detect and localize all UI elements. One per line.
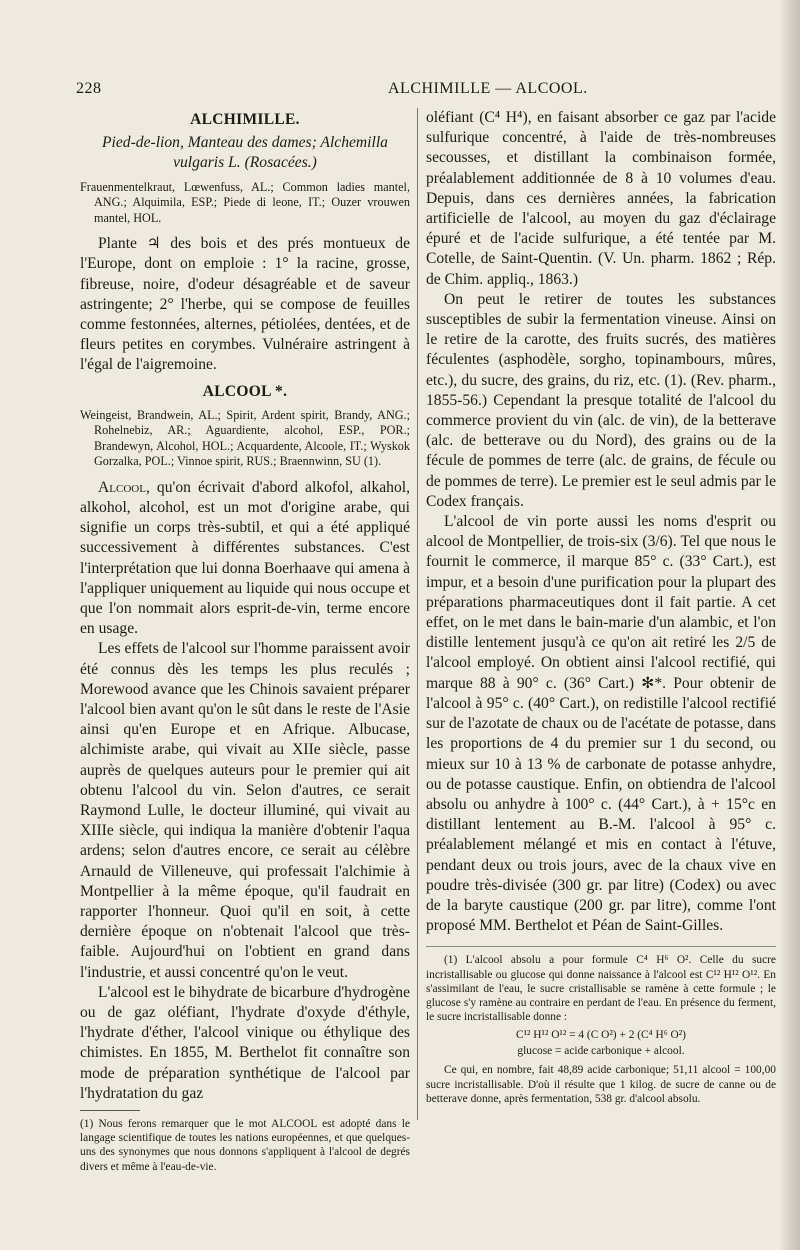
paragraph-alcool-3: L'alcool est le bihydrate de bicarbure d'hydrogène ou de gaz oléfiant, l'hydrate d'oxyde d'éthyle, l'hydrate d'éther, l'alcool vinique ou éthylique des chimistes. En 1855, M. Berthelot fit connaître son mode de préparation synthétique de l'alcool par l'hydratation du gaz bbox=[80, 983, 410, 1102]
footnote-rule-left bbox=[80, 1110, 140, 1111]
footnote-right bbox=[426, 946, 776, 1106]
synonyms-alcool: Weingeist, Brandwein, AL.; Spirit, Ardent spirit, Brandy, ANG.; Rohelnebiz, AR.; Aguardiente, alcohol, ESP., POR.; Brandewyn, Alcohol, HOL.; Acquardente, Alcoole, IT.; Wyskok Gorzalka, POL.; Vinnoe spirit, RUS.; Braennwinn, SU (1). bbox=[80, 407, 410, 469]
headword-alcool: ALCOOL *. bbox=[202, 382, 288, 400]
common-names-line2: vulgaris L. (Rosacées.) bbox=[173, 154, 317, 172]
page-number: 228 bbox=[76, 80, 102, 97]
right-column bbox=[426, 108, 776, 1106]
description-alchimille: Plante ♃ des bois et des prés montueux de l'Europe, dont on emploie : 1° la racine, grosse, fibreuse, noire, d'odeur désagréable et de saveur astringente; 2° l'herbe, qui se compose de feuilles comme festonnées, alternes, pétiolées, dentées, et de fleurs petites en corymbes. Vulnéraire astringent à l'égal de l'aigremoine. bbox=[80, 235, 410, 374]
paragraph-right-3: L'alcool de vin porte aussi les noms d'esprit ou alcool de Montpellier, de trois-six (3/6). Tel que nous le fournit le commerce, il marque 85° c. (33° Cart.), est impur, et a besoin d'une purification pour la plupart des préparations pharmaceutiques dont il fait partie. A cet effet, on le met dans le bain-marie d'un alambic, et l'on distille lentement jusqu'à ce qu'on ait retiré les 2/5 de l'alcool employé. On obtient ainsi l'alcool rectifié, qui marque 88 à 90° c. (36° Cart.) ✻*. Pour obtenir de l'alcool à 95° c. (40° Cart.), on redistille l'alcool rectifié sur de l'azotate de chaux ou de l'acétate de potasse, dans les proportions de 4 du premier sur 1 du second, ou mieux sur 10 à 13 % de carbonate de potasse anhydre, ou de potasse caustique. Enfin, on obtiendra de l'alcool absolu ou anhydre à 100° c. (44° Cart.), à + 15°c en distillant lentement au B.-M. l'alcool à 95° c. préalablement mélangé et mis en contact à l'étuve, pendant deux ou trois jours, avec de la chaux vive en poudre très-divisée (300 gr. par litre) (Codex) ou avec de la baryte caustique (200 gr. par litre), comme l'ont proposé MM. Berthelot et Péan de Saint-Gilles. bbox=[426, 513, 776, 935]
paragraph-right-2: On peut le retirer de toutes les substances susceptibles de subir la fermentation vineuse. Ainsi on le retire de la carotte, des fruits sucrés, des matières féculentes (asphodèle, sorgho, topinambours, mûres, etc.), du sucre, des grains, du riz, etc. (1). (Rev. pharm., 1855-56.) Cependant la presque totalité de l'alcool du commerce provient du vin (alc. de vin), de la betterave (alc. de betterave ou du Nord), des grains ou de la fécule de pommes de terre (alc. de grains, de fécule ou de pommes de terre). Le premier est le seul admis par le Codex français. bbox=[426, 290, 776, 510]
synonyms-alchimille: Frauenmentelkraut, Lœwenfuss, AL.; Common ladies mantel, ANG.; Alquimila, ESP.; Piede di leone, IT.; Ouzer vrouwen mantel, HOL. bbox=[80, 179, 410, 225]
alcool-para1-text: , qu'on écrivait d'abord alkofol, alkahol, alkohol, alcohol, est un mot d'origine arabe, qui signifie un corps très-subtil, et qui a été appliqué successivement à différentes substances. C'est l'interprétation que lui donna Boerhaave qui amena à l'appliquer uniquement au liquide qui nous occupe et que l'on nommait alors esprit-de-vin, terme encore en usage. bbox=[80, 478, 410, 638]
footnote-rule-right bbox=[426, 946, 776, 947]
running-head bbox=[68, 80, 778, 102]
headword-alchimille: ALCHIMILLE. bbox=[190, 111, 300, 128]
footnote-left bbox=[80, 1100, 410, 1174]
footnote-left-text: (1) Nous ferons remarquer que le mot ALCOOL est adopté dans le langage scientifique de toutes les nations européennes, et que quelques-uns des synonymes que nous donnons s'appliquent à l'alcool de degrés divers et même à l'eau-de-vie. bbox=[80, 1118, 410, 1173]
left-column bbox=[80, 108, 410, 1104]
paragraph-alcool-2: Les effets de l'alcool sur l'homme paraissent avoir été connus dès les temps les plus reculés ; Morewood avance que les Chinois savaient préparer l'alcool bien avant qu'on le sût dans le reste de l'Asie ainsi qu'en Europe et en Afrique. Albucase, alchimiste arabe, qui vivait au XIIe siècle, passe auprès de quelques auteurs pour le premier qui ait obtenu l'alcool du vin. Selon d'autres, ce serait Raymond Lulle, le docteur illuminé, qui vivait au XIIIe siècle, qui indiqua la manière d'obtenir l'aqua ardens; selon d'autres encore, ce serait au célèbre Arnauld de Villeneuve, qui professait l'alchimie à Montpellier à la même époque, qu'il faudrait en rapporter l'honneur. Quoi qu'il en soit, à cette dernière époque on n'obtenait l'alcool que très-faible. Aujourd'hui on l'obtient en grand dans l'industrie, et aussi concentré qu'on le veut. bbox=[80, 640, 410, 981]
page-edge-shadow bbox=[778, 0, 800, 1250]
running-title: ALCHIMILLE — ALCOOL. bbox=[388, 80, 588, 97]
common-names-line1: Pied-de-lion, Manteau des dames; Alchemilla bbox=[102, 134, 388, 152]
footnote-right-outro: Ce qui, en nombre, fait 48,89 acide carbonique; 51,11 alcool = 100,00 sucre incristallisable. D'où il résulte que 1 kilog. de sucre de canne ou de betterave donne, après fermentation, 538 gr. d'alcool absolu. bbox=[426, 1064, 776, 1105]
formula-line1: C¹² H¹² O¹² = 4 (C O²) + 2 (C⁴ H⁶ O²) bbox=[516, 1029, 686, 1042]
formula-line2: glucose = acide carbonique + alcool. bbox=[517, 1045, 685, 1058]
alcool-lead: Alcool bbox=[98, 478, 146, 496]
column-rule bbox=[417, 108, 418, 1120]
paragraph-right-1: oléfiant (C⁴ H⁴), en faisant absorber ce gaz par l'acide sulfurique concentré, à l'aide de très-nombreuses secousses, et distillant la combinaison formée, préalablement additionnée de 8 à 10 volumes d'eau. Depuis, dans ces dernières années, la fabrication artificielle de l'alcool, au moyen du gaz d'éclairage épuré et de l'acide sulfurique, a été tentée par M. Cotelle, de Saint-Quentin. (V. Un. pharm. 1862 ; Rép. de Chim. appliq., 1863.) bbox=[426, 109, 776, 288]
paragraph-alcool-1 bbox=[80, 478, 410, 640]
footnote-right-intro: (1) L'alcool absolu a pour formule C⁴ H⁶ O². Celle du sucre incristallisable ou glucose qui donne naissance à l'alcool est C¹² H¹² O¹². En s'assimilant de l'eau, le sucre cristallisable se ramène à cette formule ; le glucose s'y ramène au contraire en perdant de l'eau. En présence du ferment, le sucre incristallisable donne : bbox=[426, 954, 776, 1024]
